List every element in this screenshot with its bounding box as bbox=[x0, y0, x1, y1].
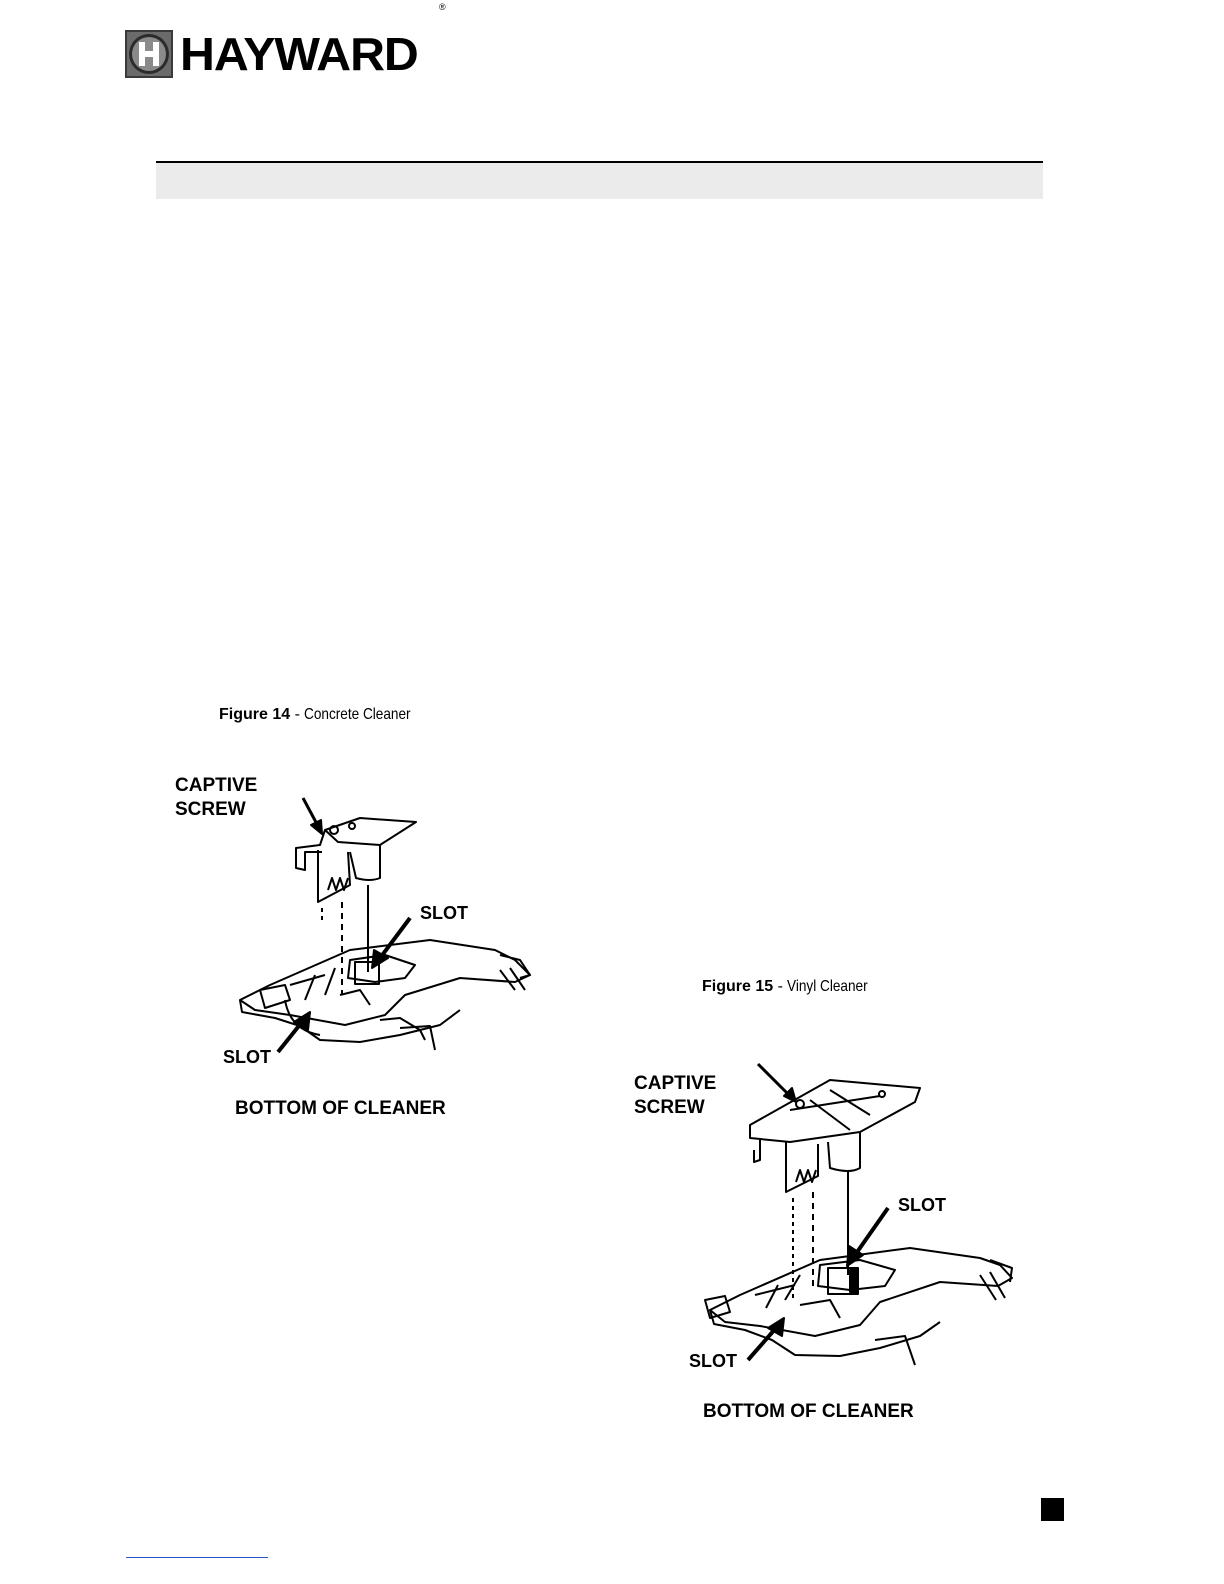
registered-mark: ® bbox=[439, 2, 446, 12]
figure-14-concrete-cleaner-drawing bbox=[230, 790, 540, 1070]
figure-14-separator: - bbox=[290, 706, 305, 723]
figure-15-captive-label: CAPTIVE SCREW bbox=[634, 1073, 717, 1118]
figure-14-bottom-label: BOTTOM OF CLEANER bbox=[235, 1098, 446, 1119]
figure-15-number: Figure 15 bbox=[702, 978, 774, 995]
footer-link-underline[interactable] bbox=[126, 1557, 268, 1558]
page-marker bbox=[1041, 1498, 1064, 1521]
figure-15-vinyl-cleaner-drawing bbox=[700, 1060, 1020, 1380]
figure-15-bottom-label: BOTTOM OF CLEANER bbox=[703, 1401, 914, 1422]
figure-15-slot-lower-label: SLOT bbox=[689, 1351, 737, 1371]
figure-15-caption bbox=[702, 978, 882, 996]
figure-15-slot-upper-label: SLOT bbox=[898, 1195, 946, 1215]
hayward-h-badge-icon bbox=[124, 29, 174, 79]
figure-14-number: Figure 14 bbox=[219, 706, 291, 723]
section-header-band bbox=[156, 163, 1043, 199]
figure-15-separator: - bbox=[773, 978, 788, 995]
figure-14-slot-upper-label: SLOT bbox=[420, 903, 468, 923]
figure-15-description: Vinyl Cleaner bbox=[787, 978, 869, 995]
figure-14-description: Concrete Cleaner bbox=[304, 706, 411, 723]
figure-14-caption bbox=[219, 706, 430, 724]
brand-name: HAYWARD bbox=[180, 28, 418, 80]
figure-14-captive-label: CAPTIVE SCREW bbox=[175, 775, 258, 820]
figure-14-slot-lower-label: SLOT bbox=[223, 1047, 271, 1067]
hayward-logo bbox=[124, 28, 418, 80]
